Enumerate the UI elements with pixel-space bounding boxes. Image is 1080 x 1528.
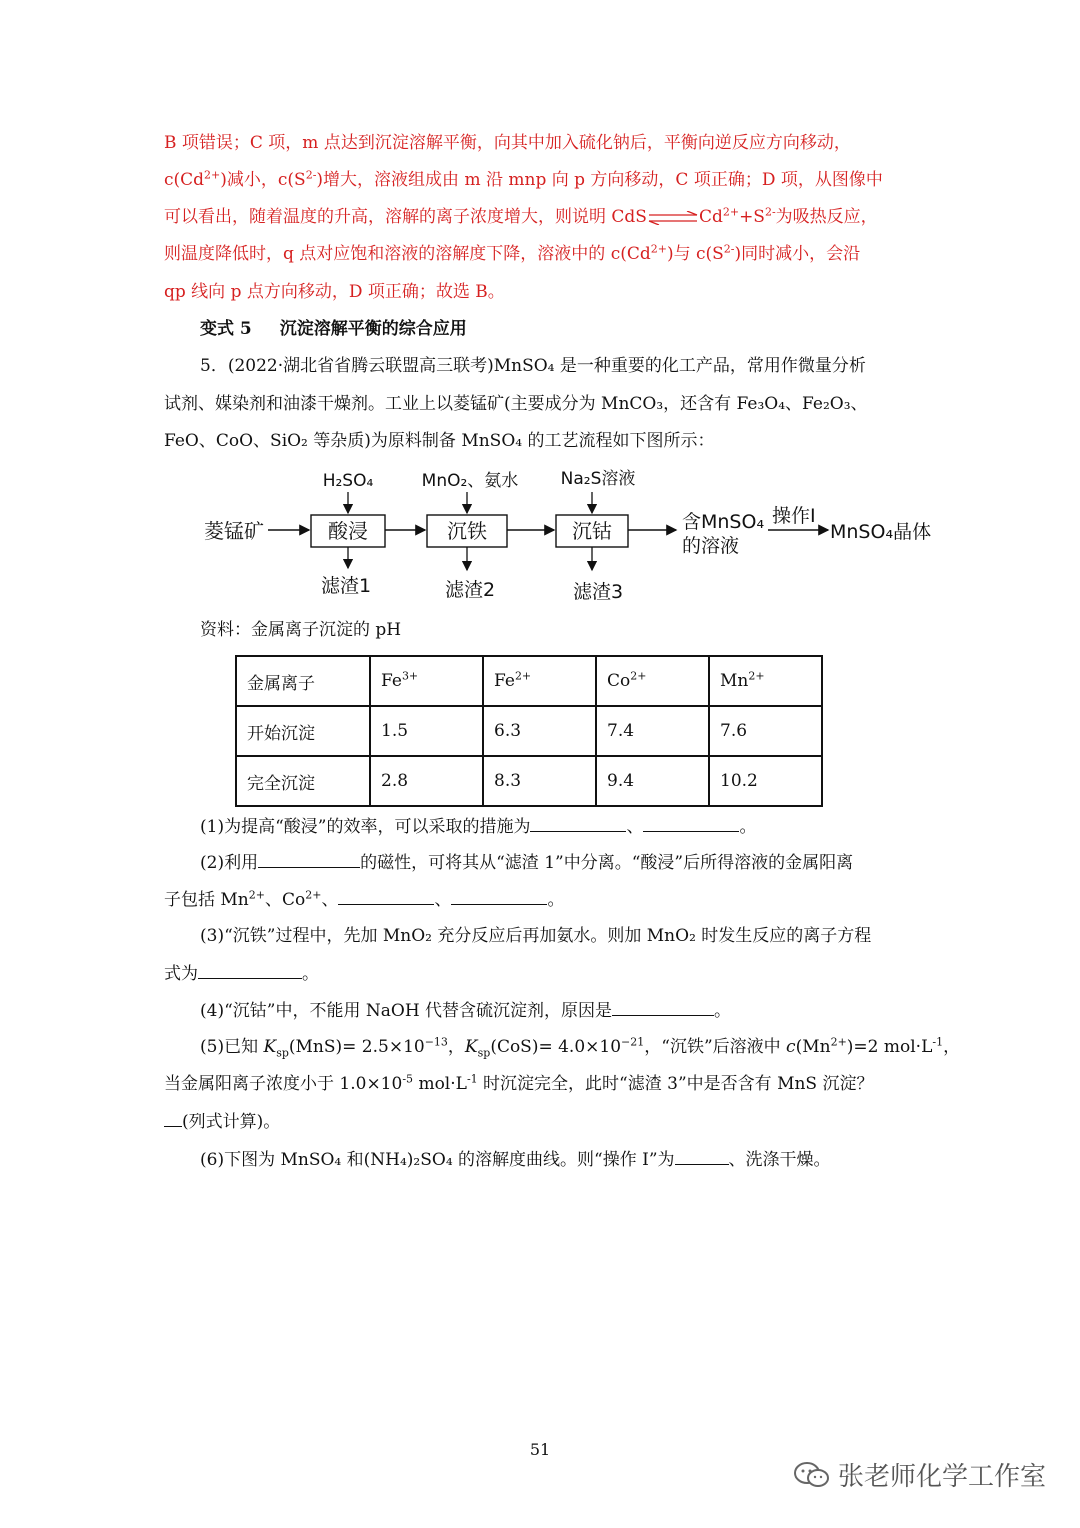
table-header-cell: $Co^{2+}$: [596, 656, 709, 706]
table-header-cell: $Mn^{2+}$: [709, 656, 822, 706]
answer-line-2: $c(Cd^{2+})$减小，$c(S^{2-})$增大，溶液组成由 m 沿 mnp 向 p 方向移动，C 项正确；D 项，从图像中: [164, 168, 883, 190]
question-3-line-2: 式为 。: [164, 964, 319, 984]
section-heading: 变式 5 沉淀溶解平衡的综合应用: [200, 319, 467, 339]
flow-reagent-3: Na₂S溶液: [560, 469, 636, 489]
table-cell: 7.4: [596, 706, 709, 756]
flow-box-2-label: 沉铁: [447, 519, 487, 543]
watermark-text: 张老师化学工作室: [837, 1462, 1046, 1492]
question-4: (4)“沉钴”中，不能用 NaOH 代替含硫沉淀剂，原因是 。: [200, 1001, 732, 1021]
page-number: 51: [529, 1440, 551, 1459]
table-cell: 1.5: [370, 706, 483, 756]
flow-product-line-2: 的溶液: [682, 535, 740, 557]
flow-start-label: 菱锰矿: [204, 519, 264, 543]
process-flow-diagram: [0, 460, 1080, 610]
flow-residue-3: 滤渣3: [572, 581, 624, 603]
question-6: (6)下图为 MnSO₄ 和(NH₄)₂SO₄ 的溶解度曲线。则“操作 I”为 、洗涤干燥。: [200, 1150, 831, 1170]
question-5-line-3: (列式计算)。: [164, 1110, 280, 1133]
answer-line-1: B 项错误；C 项，m 点达到沉淀溶解平衡，向其中加入硫化钠后，平衡向逆反应方向移动，: [164, 133, 851, 153]
table-cell: 6.3: [483, 706, 596, 756]
table-header-cell: $Fe^{2+}$: [483, 656, 596, 706]
table-cell: 8.3: [483, 756, 596, 806]
problem-line-2: 试剂、媒染剂和油漆干燥剂。工业上以菱锰矿(主要成分为 MnCO₃，还含有 Fe₃O₄、Fe₂O₃、: [164, 394, 868, 414]
question-5-line-1: (5)已知 $K_{sp}(MnS)= 2.5\times 10^{-13}$，$K_{sp}(CoS)= 4.0\times 10^{-21}$，“沉铁”后溶液中 $c(Mn^{2+})=2$ $mol\cdot L^{-1}$，: [200, 1035, 961, 1060]
ph-table: [235, 655, 823, 807]
question-2-line-2: 子包括 $Mn^{2+}$、$Co^{2+}$、 、 。: [164, 888, 565, 910]
table-header-row: [236, 656, 822, 706]
flow-box-1-label: 酸浸: [328, 519, 368, 543]
flow-reagent-2: MnO₂、氨水: [421, 471, 519, 491]
flow-operation-label: 操作I: [772, 505, 816, 527]
flow-residue-2: 滤渣2: [444, 579, 496, 601]
question-1: (1)为提高“酸浸”的效率，可以采取的措施为 、 。: [200, 817, 757, 837]
table-cell: 完全沉淀: [236, 756, 370, 806]
table-header-cell: 金属离子: [236, 656, 370, 706]
question-3-line-1: (3)“沉铁”过程中，先加 MnO₂ 充分反应后再加氨水。则加 MnO₂ 时发生反应的离子方程: [200, 926, 872, 946]
table-cell: 7.6: [709, 706, 822, 756]
equilibrium-arrow-icon: [647, 211, 699, 225]
flow-product-line-1: 含MnSO₄: [682, 511, 765, 533]
table-cell: 开始沉淀: [236, 706, 370, 756]
answer-line-3: 可以看出，随着温度的升高，溶解的离子浓度增大，则说明 CdS $Cd^{2+}+S^{2-}$为吸热反应，: [164, 205, 878, 227]
table-header-cell: $Fe^{3+}$: [370, 656, 483, 706]
flow-box-3-label: 沉钴: [572, 519, 612, 543]
watermark: [792, 1456, 1046, 1493]
answer-line-4: 则温度降低时，q 点对应饱和溶液的溶解度下降，溶液中的 $c(Cd^{2+})$与 $c(S^{2-})$同时减小，会沿: [164, 242, 861, 264]
flow-reagent-1: H₂SO₄: [322, 471, 374, 491]
table-cell: 2.8: [370, 756, 483, 806]
flow-residue-1: 滤渣1: [320, 575, 372, 597]
question-2-line-1: (2)利用 的磁性，可将其从“滤渣 1”中分离。“酸浸”后所得溶液的金属阳离: [200, 853, 854, 873]
table-cell: 9.4: [596, 756, 709, 806]
table-caption: 资料：金属离子沉淀的 pH: [200, 620, 402, 640]
flow-final-label: MnSO₄晶体: [830, 521, 932, 543]
problem-line-3: FeO、CoO、SiO₂ 等杂质)为原料制备 MnSO₄ 的工艺流程如下图所示：: [164, 431, 715, 451]
question-5-line-2: 当金属阳离子浓度小于 $1.0\times 10^{-5}$ $mol\cdot L^{-1}$ 时沉淀完全，此时“滤渣 3”中是否含有 MnS 沉淀？: [164, 1072, 874, 1094]
problem-line-1: 5．(2022·湖北省省腾云联盟高三联考)MnSO₄ 是一种重要的化工产品，常用作微量分析: [200, 356, 866, 376]
table-row: [236, 706, 822, 756]
table-cell: 10.2: [709, 756, 822, 806]
wechat-icon: [792, 1460, 832, 1490]
table-row: [236, 756, 822, 806]
answer-line-5: qp 线向 p 点方向移动，D 项正确；故选 B。: [164, 282, 505, 302]
